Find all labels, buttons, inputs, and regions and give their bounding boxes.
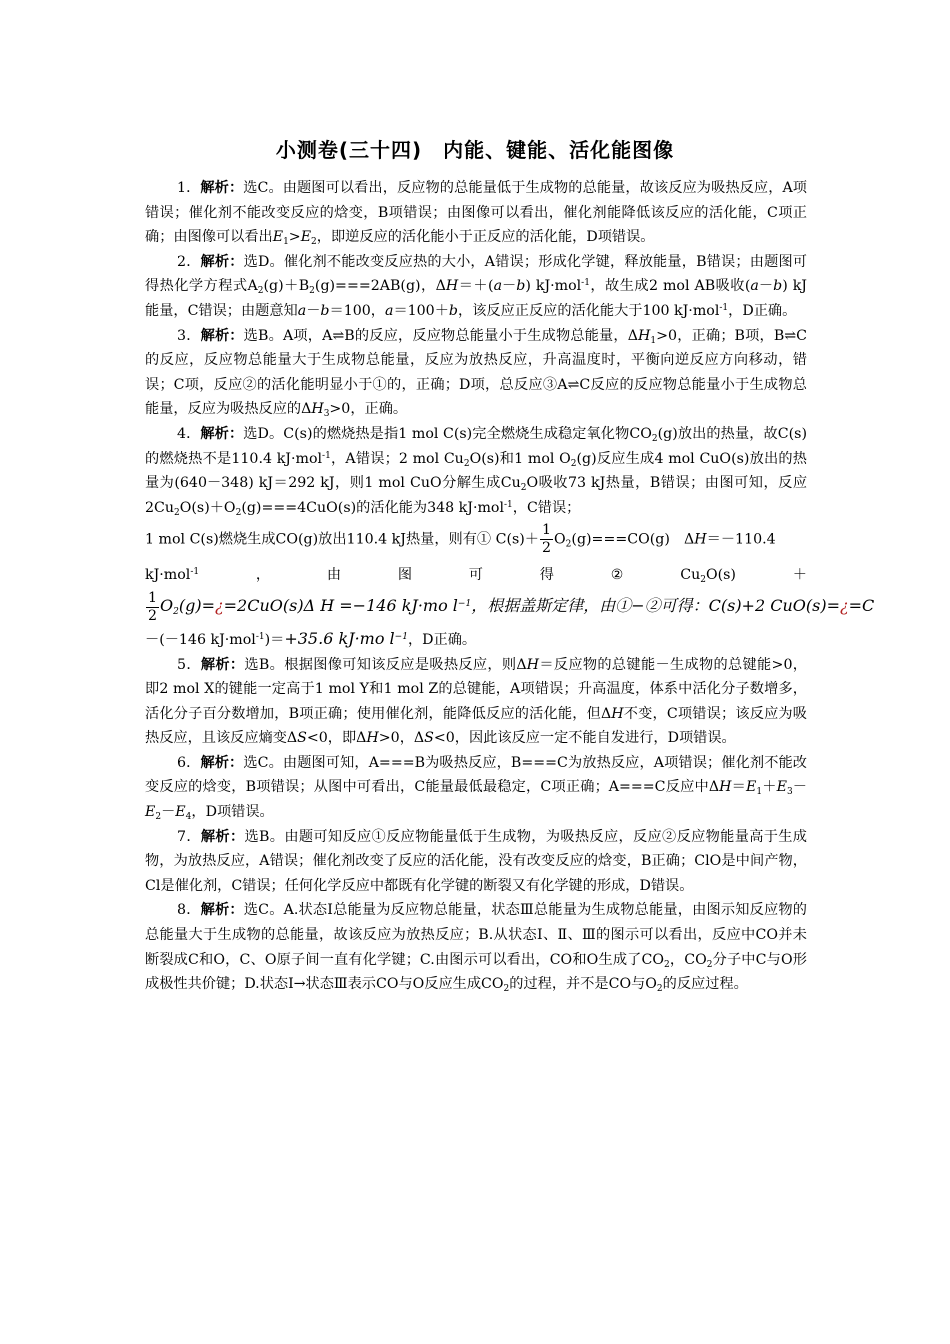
answer-7-body: 选B。由题可知反应①反应物能量低于生成物，为吸热反应，反应②反应物能量高于生成物，为放热反应，A错误；催化剂改变了反应的活化能，没有改变反应的焓变，B正确；ClO是中间产物，Cl是催化剂，C错误；任何化学反应中都既有化学键的断裂又有化学键的形成，D错误。: [145, 828, 807, 894]
answer-number: 8．: [177, 902, 201, 919]
answer-label: 解析：: [200, 253, 244, 270]
answer-number: 1．: [177, 180, 201, 196]
answer-6: 6．解析：选C。由题图可知，A===B为吸热反应，B===C为放热反应，A项错误；催化剂不能改变反应的焓变，B项错误；从图中可看出，C能量最低最稳定，C项正确；A===C反应中$\Delta H=E_1+E_3-E_2-E_4$，D项错误。: [145, 754, 807, 823]
answer-label: 解析：: [200, 180, 244, 196]
page-title: 小测卷(三十四) 内能、键能、活化能图像: [275, 138, 675, 162]
answer-label: 解析：: [200, 902, 244, 919]
answer-4-text: 4．解析：选D。C(s)的燃烧热是指1 mol C(s)完全燃烧生成稳定氧化物$CO_2(g)$放出的热量，故C(s)的燃烧热不是110.4 kJ·mol$^{-1}$，A错误；2 mol $Cu_2O(s)$和1 mol $O_2(g)$反应生成4 mol CuO(s)放出的热量为(640－348) kJ＝292 kJ，则1 mol CuO分解生成$Cu_2O$吸收73 kJ热量，B错误；由图可知，反应$2Cu_2O(s)+O_2(g)===4CuO(s)$的活化能为348 kJ·mol$^{-1}$，C错误；: [145, 425, 808, 518]
answer-1: 1．解析：选C。由题图可以看出，反应物的总能量低于生成物的总能量，故该反应为吸热反应，A项错误；催化剂不能改变反应的焓变，B项错误；由图像可以看出，催化剂能降低该反应的活化能，C项正确；由图像可以看出$E_1>E_2$，即逆反应的活化能小于正反应的活化能，D项错误。: [145, 180, 807, 248]
answer-label: 解析：: [200, 754, 244, 771]
answer-number: 3．: [177, 327, 201, 344]
equation-3-line: $\frac{1}{2}$ $O_2(g)=¿=2CuO(s)\Delta$ H =−146 kJ·mo $l^{-1}$，根据盖斯定律，由①−②可得：C(s)+2 CuO(s)=¿=C: [148, 589, 875, 624]
answer-4: [145, 422, 875, 653]
answer-label: 解析：: [200, 327, 244, 344]
answer-number: 6．: [177, 754, 201, 771]
answer-3: 3．解析：选B。A项，A⇌B的反应，反应物总能量小于生成物总能量，$\Delta H_1>0$，正确；B项，B⇌C的反应，反应物总能量大于生成物总能量，反应为放热反应，升高温度时，平衡向逆反应方向移动，错误；C项，反应②的活化能明显小于①的，正确；D项，总反应③A⇌C反应的反应物总能量小于生成物总能量，反应为吸热反应的$\Delta H_3>0$，正确。: [145, 327, 808, 420]
answer-number: 7．: [177, 828, 201, 845]
answer-8: 8．解析：选C。A.状态Ⅰ总能量为反应物总能量，状态Ⅲ总能量为生成物总能量，由图示知反应物的总能量大于生成物的总能量，故该反应为放热反应；B.从状态Ⅰ、Ⅱ、Ⅲ的图示可以看出，反应中CO并未断裂成C和O，C、O原子间一直有化学键；C.由图示可以看出，CO和O生成了$CO_2$，$CO_2$分子中C与O形成极性共价键；D.状态Ⅰ→状态Ⅲ表示CO与O反应生成$CO_2$的过程，并不是CO与$O_2$的反应过程。: [145, 902, 807, 995]
answer-number: 2．: [177, 253, 201, 270]
answer-number: 4．: [177, 425, 201, 442]
answer-label: 解析：: [200, 425, 244, 442]
answer-5: 5．解析：选B。根据图像可知该反应是吸热反应，则ΔH＝反应物的总键能－生成物的总键能>0，即2 mol X的键能一定高于1 mol Y和1 mol Z的总键能，A项错误；升高温度，体系中活化分子数增多，活化分子百分数增加，B项正确；使用催化剂，能降低反应的活化能，但ΔH不变，C项错误；该反应为吸热反应，且该反应熵变ΔS<0，即ΔH>0，ΔS<0，因此该反应一定不能自发进行，D项错误。: [145, 656, 807, 747]
answer-7: [145, 825, 807, 899]
answer-label: 解析：: [200, 828, 245, 845]
equation-1-line: 1 mol C(s)燃烧生成CO(g)放出110.4 kJ热量，则有① C(s)＋ $\frac{1}{2}$ $O_2(g)===CO(g)$ ΔH＝－110.4: [145, 522, 776, 557]
equation-2-line: kJ·mol$^{-1}$ ， 由 图 可 得 ② $Cu_2O(s)$ ＋: [145, 567, 807, 586]
answer-body: [145, 176, 875, 997]
answer-2: 2．解析：选D。催化剂不能改变反应热的大小，A错误；形成化学键，释放能量，B错误；由题图可得热化学方程式$A_2(g)+B_2(g)===2AB(g)$，ΔH＝＋(a－b) kJ·mol$^{-1}$，故生成2 mol AB吸收(a－b) kJ能量，C错误；由题意知a－b＝100，a＝100＋b，该反应正反应的活化能大于100 kJ·mol$^{-1}$，D正确。: [145, 253, 807, 319]
answer-label: 解析：: [200, 656, 245, 673]
answer-number: 5．: [177, 656, 201, 673]
equation-4-line: －(－146 kJ·mol$^{-1}$)＝+35.6 kJ·mo $l^{-1}$，D正确。: [145, 628, 477, 648]
